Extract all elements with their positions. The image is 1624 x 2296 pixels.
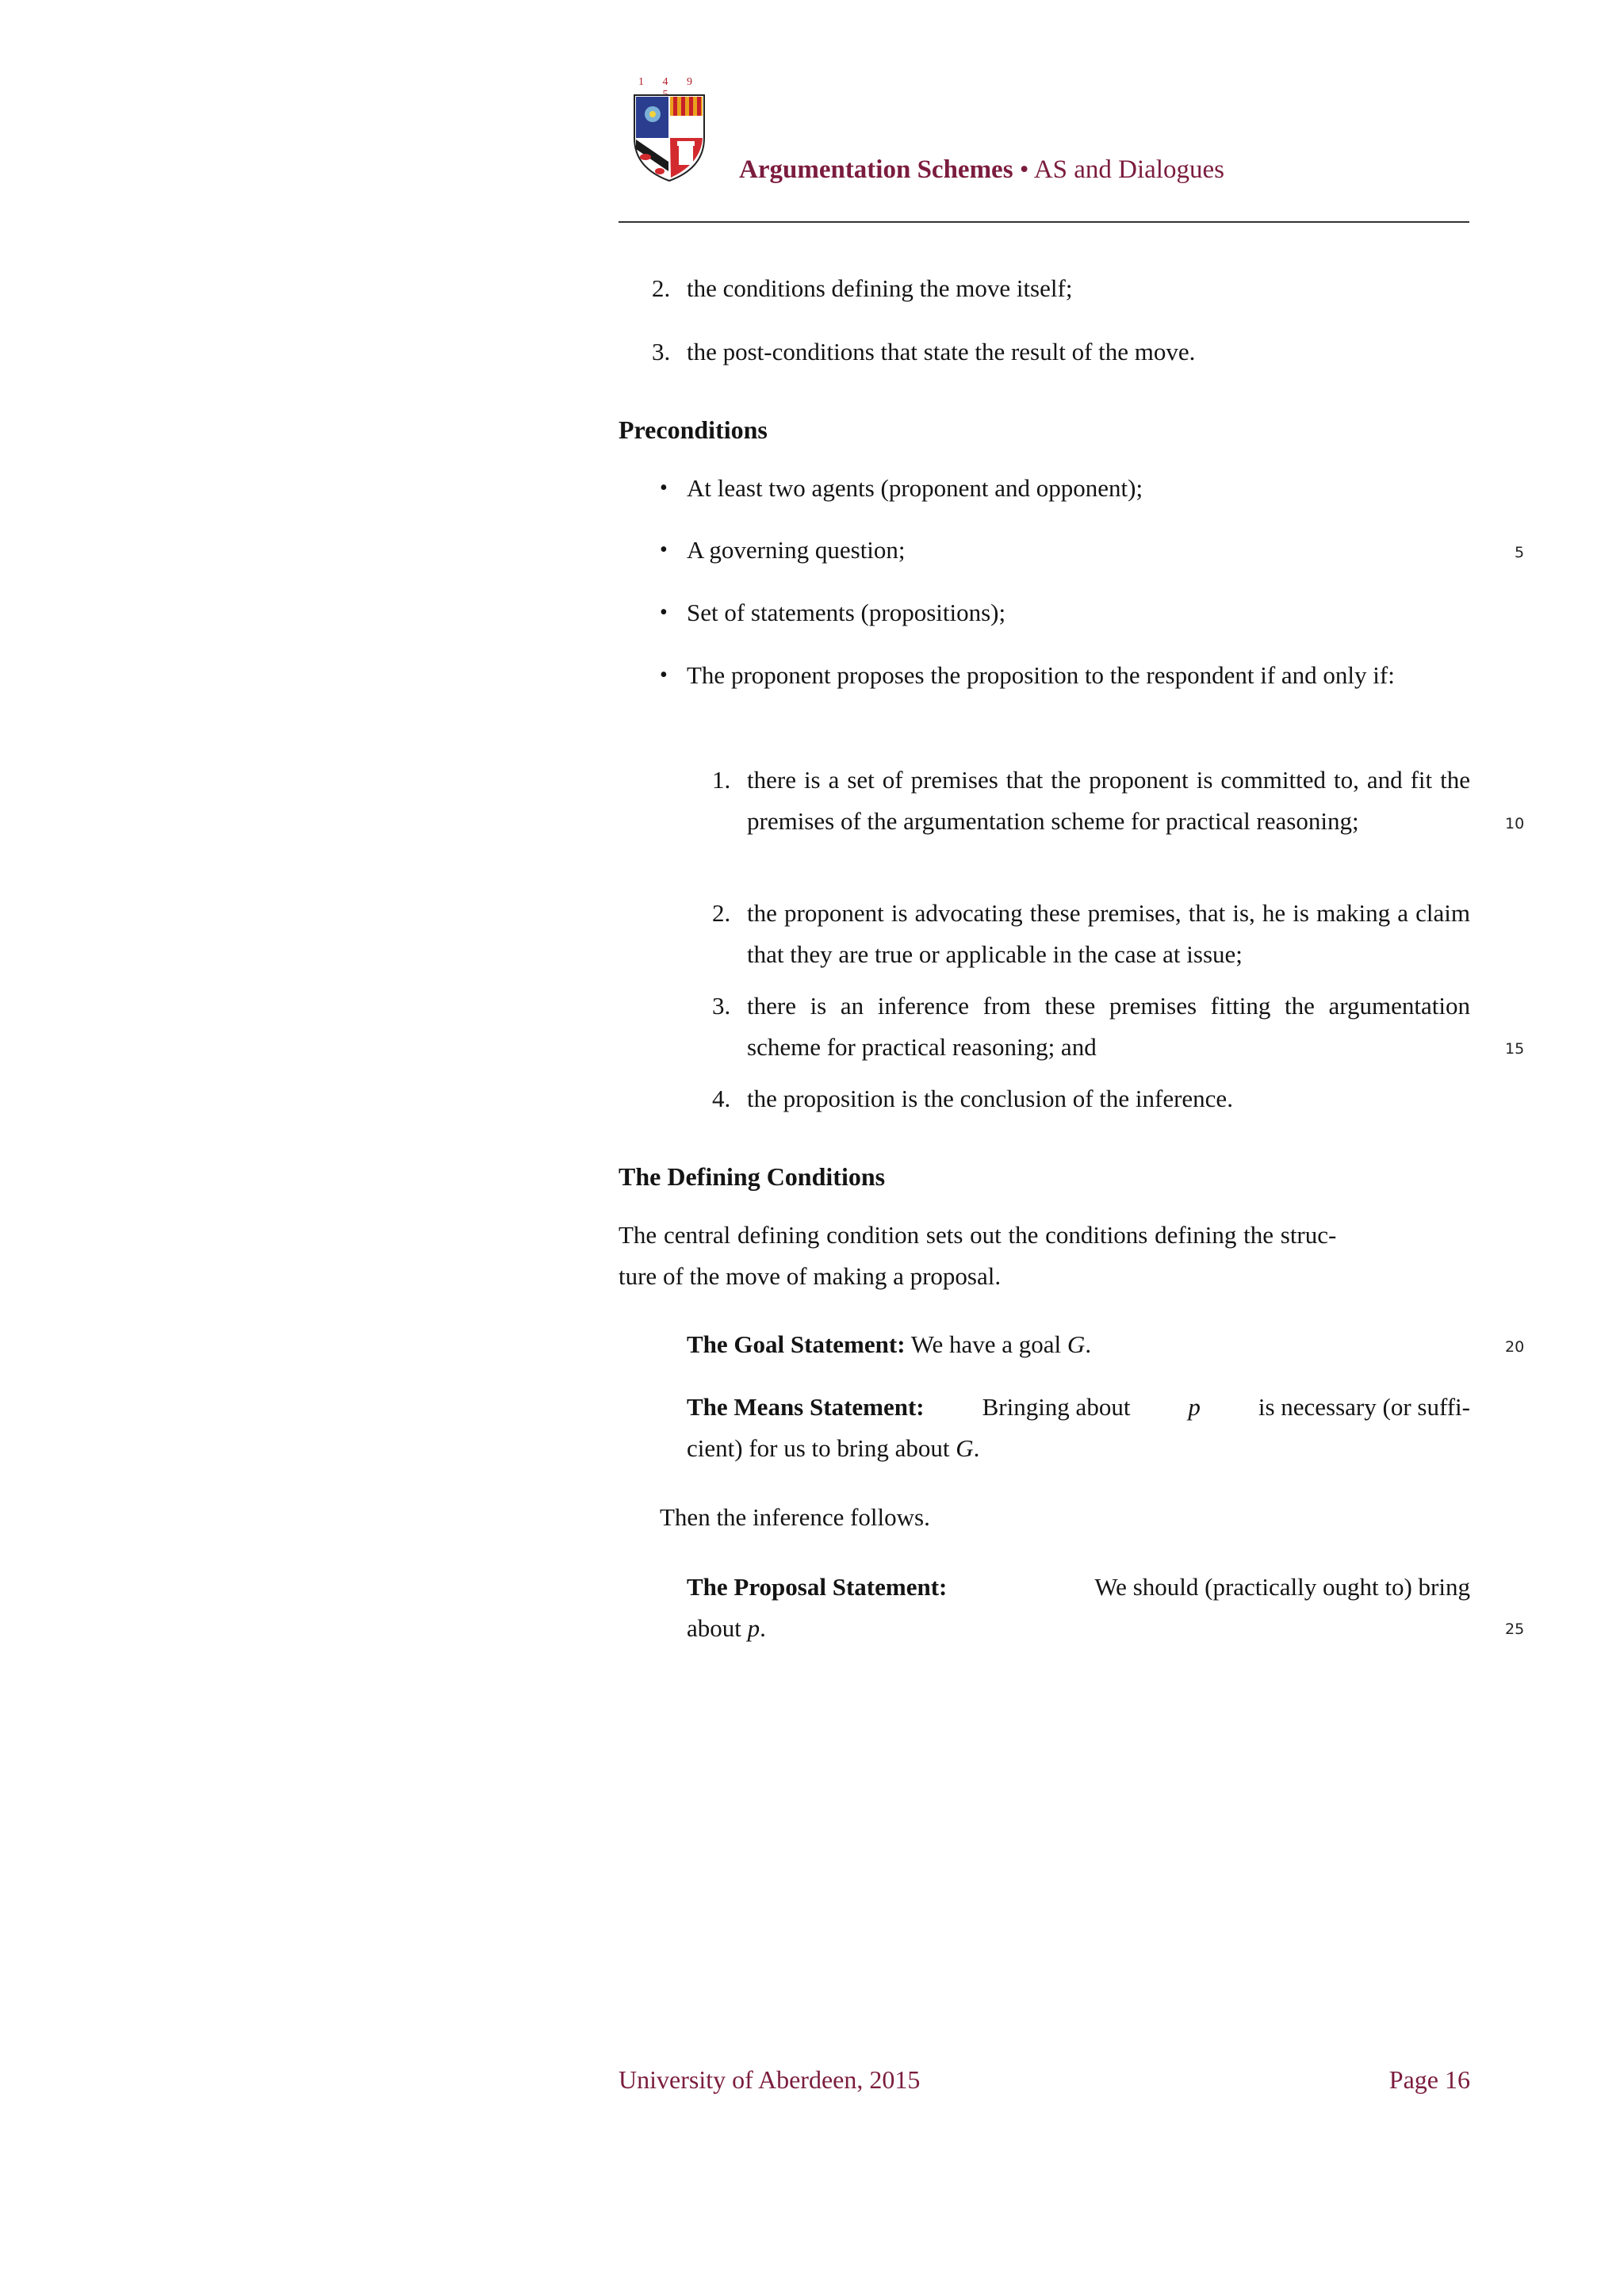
list-item — [652, 331, 1196, 373]
proposal-text-1: We should (practically ought to) bring — [1094, 1573, 1470, 1601]
university-crest — [631, 76, 707, 184]
page-number: Page 16 — [1388, 2065, 1470, 2094]
sub-item-number: 4. — [712, 1085, 731, 1112]
sub-item-number: 2. — [712, 899, 731, 927]
bullet-item: The proponent proposes the proposition to the respondent if and only if: — [687, 661, 1395, 689]
crest-shield-icon — [631, 92, 707, 184]
goal-statement-text: We have a goal — [910, 1330, 1062, 1358]
bullet-item: A governing question; — [687, 536, 906, 564]
proposal-line-1 — [687, 1567, 1470, 1608]
section-heading-defining: The Defining Conditions — [619, 1162, 886, 1191]
sub-item-text: there is a set of premises that the proponent is committed to, and fit the premises of the argumentation scheme for practical reasoning; — [747, 766, 1470, 835]
means-statement — [687, 1387, 1470, 1469]
bullet-icon: • — [660, 476, 668, 500]
crest-year: 1 4 9 — [638, 76, 700, 88]
proposal-statement — [687, 1567, 1470, 1649]
line-number: 10 — [1505, 815, 1525, 832]
line-number: 5 — [1515, 544, 1525, 561]
means-statement-label: The Means Statement: — [687, 1393, 925, 1421]
means-line-1 — [687, 1387, 1470, 1428]
header-title-bold: Argumentation Schemes — [739, 155, 1013, 184]
bullet-icon: • — [660, 600, 668, 625]
header-separator: • — [1019, 155, 1029, 184]
means-line-2 — [687, 1428, 1470, 1469]
sub-item-text: the proposition is the conclusion of the inference. — [747, 1085, 1233, 1112]
math-var-p: p — [747, 1614, 760, 1642]
math-var-p: p — [1188, 1393, 1201, 1421]
paragraph-line: The central defining condition sets out the conditions defining the struc- — [619, 1221, 1337, 1249]
proposal-text-2: about — [687, 1614, 741, 1642]
means-text-1: Bringing about — [982, 1393, 1131, 1421]
section-heading-preconditions: Preconditions — [619, 415, 768, 444]
means-text-2: is necessary (or suffi- — [1258, 1393, 1470, 1421]
list-text: the post-conditions that state the result of the move. — [687, 338, 1196, 365]
goal-statement — [687, 1324, 1091, 1365]
means-text-3: cient) for us to bring about — [687, 1434, 950, 1462]
proposal-line-2 — [687, 1608, 1470, 1649]
footer-left: University of Aberdeen, 2015 — [619, 2065, 921, 2094]
list-text: the conditions defining the move itself; — [687, 274, 1073, 302]
sub-item-number: 3. — [712, 992, 731, 1020]
list-number: 3. — [652, 338, 671, 365]
line-number: 20 — [1505, 1338, 1525, 1356]
sub-item-number: 1. — [712, 766, 731, 794]
goal-statement-label: The Goal Statement: — [687, 1330, 906, 1358]
math-var-g: G — [1067, 1330, 1086, 1358]
proposal-statement-label: The Proposal Statement: — [687, 1573, 948, 1601]
punct: . — [760, 1614, 766, 1642]
header-rule — [619, 221, 1469, 223]
header-subtitle: AS and Dialogues — [1033, 155, 1224, 184]
line-number: 25 — [1505, 1621, 1525, 1638]
bullet-item: At least two agents (proponent and opponent); — [687, 474, 1143, 502]
list-item — [652, 268, 1073, 309]
bullet-item: Set of statements (propositions); — [687, 599, 1006, 626]
punct: . — [1085, 1330, 1092, 1358]
sub-item-text: there is an inference from these premises fitting the argumentation scheme for practical reasoning; and — [747, 992, 1470, 1061]
then-text: Then the inference follows. — [660, 1503, 930, 1531]
sub-item-text: the proponent is advocating these premises, that is, he is making a claim that they are true or applicable in the case at issue; — [747, 899, 1470, 968]
header-title — [739, 152, 1224, 187]
punct: . — [973, 1434, 980, 1462]
line-number: 15 — [1505, 1040, 1525, 1058]
list-number: 2. — [652, 274, 671, 302]
bullet-icon: • — [660, 538, 668, 562]
paragraph-line: ture of the move of making a proposal. — [619, 1262, 1002, 1290]
math-var-g: G — [956, 1434, 974, 1462]
bullet-icon: • — [660, 663, 668, 687]
